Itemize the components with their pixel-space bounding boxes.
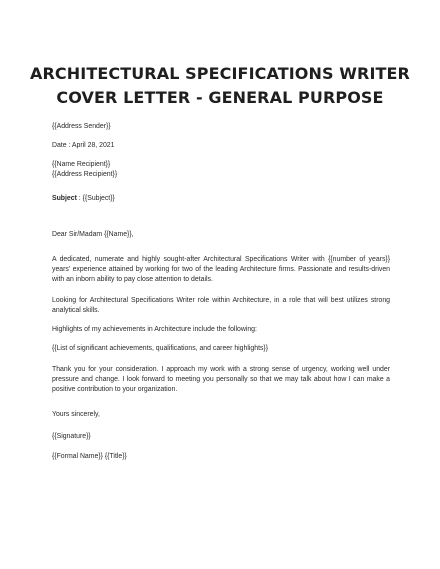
paragraph-closing: Thank you for your consideration. I approach my work with a strong sense of urgency, working well under pressure and change. I look forward to meeting you personally so that we may talk about how I can make a positive contribution to your organization. xyxy=(52,366,390,393)
paragraph-objective: Looking for Architectural Specifications Writer role within Architecture, in a role that will best utilizes strong analytical skills. xyxy=(52,297,390,314)
name-recipient: {{Name Recipient}} xyxy=(52,161,111,168)
subject-label: Subject xyxy=(52,195,77,202)
subject-line xyxy=(52,194,390,204)
title-line-2: COVER LETTER - GENERAL PURPOSE xyxy=(56,88,384,107)
closing: Yours sincerely, xyxy=(52,411,100,418)
highlights-intro: Highlights of my achievements in Architecture include the following: xyxy=(52,326,257,333)
highlights-list: {{List of significant achievements, qualifications, and career highlights}} xyxy=(52,345,269,352)
formal-name: {{Formal Name}} {{Title}} xyxy=(52,453,127,460)
address-sender: {{Address Sender}} xyxy=(52,123,111,130)
subject-value: : {{Subject}} xyxy=(76,195,115,202)
paragraph-intro: A dedicated, numerate and highly sought-after Architectural Specifications Writer with {{number of years}} years' experience attained by working for two of the leading Architecture firms. Passionate and results-driven with an inborn ability to pay close attention to details. xyxy=(52,256,390,283)
letter-body xyxy=(52,122,390,462)
letter-date: Date : April 28, 2021 xyxy=(52,142,115,149)
address-recipient: {{Address Recipient}} xyxy=(52,171,118,178)
title-line-1: ARCHITECTURAL SPECIFICATIONS WRITER xyxy=(30,64,410,83)
signature-placeholder: {{Signature}} xyxy=(52,433,91,440)
salutation: Dear Sir/Madam {{Name}}, xyxy=(52,231,134,238)
document-title xyxy=(20,62,420,110)
